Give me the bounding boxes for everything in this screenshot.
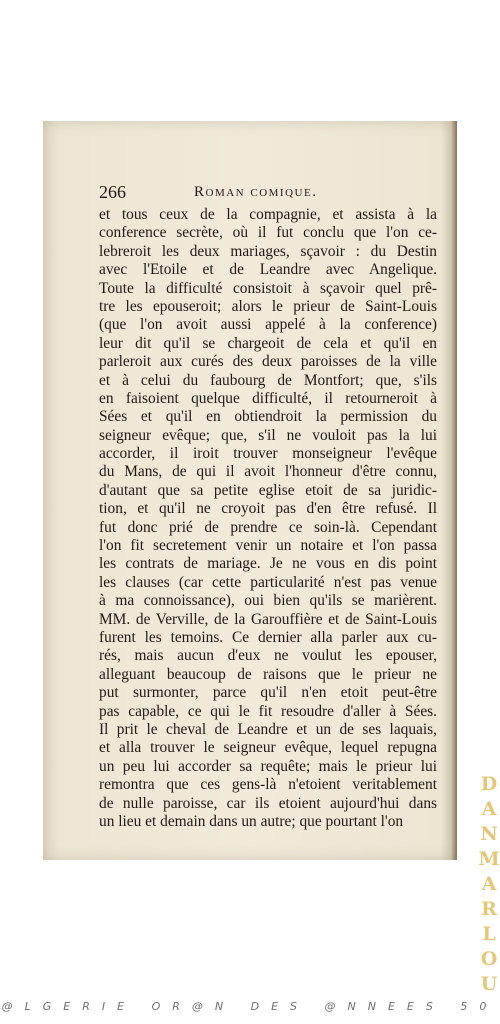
- text-line: à ma connoissance), oui bien qu'ils se marièrent.: [99, 592, 437, 610]
- text-line: et à celui du faubourg de Montfort; que, s'ils: [99, 371, 437, 389]
- body-text: [99, 206, 437, 831]
- text-line: leur dit qu'il se chargeoit de cela et qu'il en: [99, 334, 437, 352]
- text-line: et alla trouver le seigneur evêque, lequel repugna: [99, 739, 437, 757]
- running-head: [99, 182, 439, 206]
- watermark-letter: D: [480, 773, 498, 795]
- text-line: avec l'Etoile et de Leandre avec Angelique.: [99, 261, 437, 279]
- text-line: (que l'on avoit aussi appelé à la conference): [99, 316, 437, 334]
- text-line: tion, et qu'il ne croyoit pas d'en être refusé. Il: [99, 500, 437, 518]
- text-line: du Mans, de qui il avoit l'honneur d'être connu,: [99, 463, 437, 481]
- watermark-letter: M: [478, 848, 500, 870]
- text-line: lebreroit les deux mariages, sçavoir : du Destin: [99, 242, 437, 260]
- text-line: Sées et qu'il en obtiendroit la permission du: [99, 408, 437, 426]
- text-line: de nulle paroisse, car ils etoient aujourd'hui dans: [99, 794, 437, 812]
- text-line: conference secrète, où il fut conclu que l'on ce-: [99, 224, 437, 242]
- text-line: rés, mais aucun d'eux ne voulut les epouser,: [99, 647, 437, 665]
- watermark-letter: A: [481, 873, 497, 895]
- text-line: parleroit aux curés des deux paroisses de la ville: [99, 353, 437, 371]
- text-line: MM. de Verville, de la Garouffière et de Saint-Louis: [99, 610, 437, 628]
- bottom-watermark: @LGERIE OR@N DES @NNEES 50: [1, 1000, 499, 1013]
- text-line: tre les epouseroit; alors le prieur de Saint-Louis: [99, 297, 437, 315]
- watermark-letter: N: [480, 823, 498, 845]
- text-line: remontra que ces gens-là n'etoient veritablement: [99, 776, 437, 794]
- text-line: accorder, il iroit trouver monseigneur l'evêque: [99, 445, 437, 463]
- text-line: les contrats de mariage. Je ne vous en dis point: [99, 555, 437, 573]
- book-title: Roman comique.: [194, 184, 318, 200]
- watermark-letter: O: [480, 948, 498, 970]
- text-line: fut donc prié de prendre ce soin-là. Cependant: [99, 518, 437, 536]
- text-line: en faisoient quelque difficulté, il retourneroit à: [99, 389, 437, 407]
- page-number: 266: [99, 182, 126, 202]
- text-line: Il prit le cheval de Leandre et un de ses laquais,: [99, 720, 437, 738]
- text-line: furent les temoins. Ce dernier alla parler aux cu-: [99, 628, 437, 646]
- text-line: l'on fit secretement venir un notaire et l'on passa: [99, 537, 437, 555]
- side-watermark: [478, 772, 500, 997]
- text-line: put surmonter, parce qu'il n'en etoit peut-être: [99, 684, 437, 702]
- text-line: alleguant beaucoup de raisons que le prieur ne: [99, 665, 437, 683]
- text-line: d'autant que sa petite eglise etoit de sa juridic-: [99, 481, 437, 499]
- text-line: pas capable, ce qui le fit resoudre d'aller à Sées.: [99, 702, 437, 720]
- watermark-letter: A: [481, 798, 497, 820]
- text-line: un lieu et demain dans un autre; que pourtant l'on: [99, 812, 404, 830]
- text-line: Toute la difficulté consistoit à sçavoir quel prê-: [99, 279, 437, 297]
- text-line: et tous ceux de la compagnie, et assista à la: [99, 206, 437, 223]
- watermark-letter: L: [482, 923, 496, 945]
- text-line: seigneur evêque; que, s'il ne vouloit pas la lui: [99, 426, 437, 444]
- text-line: un peu lui accorder sa requête; mais le prieur lui: [99, 757, 437, 775]
- watermark-letter: R: [481, 898, 497, 920]
- watermark-letter: U: [480, 973, 498, 995]
- text-line: les clauses (car cette particularité n'est pas venue: [99, 573, 437, 591]
